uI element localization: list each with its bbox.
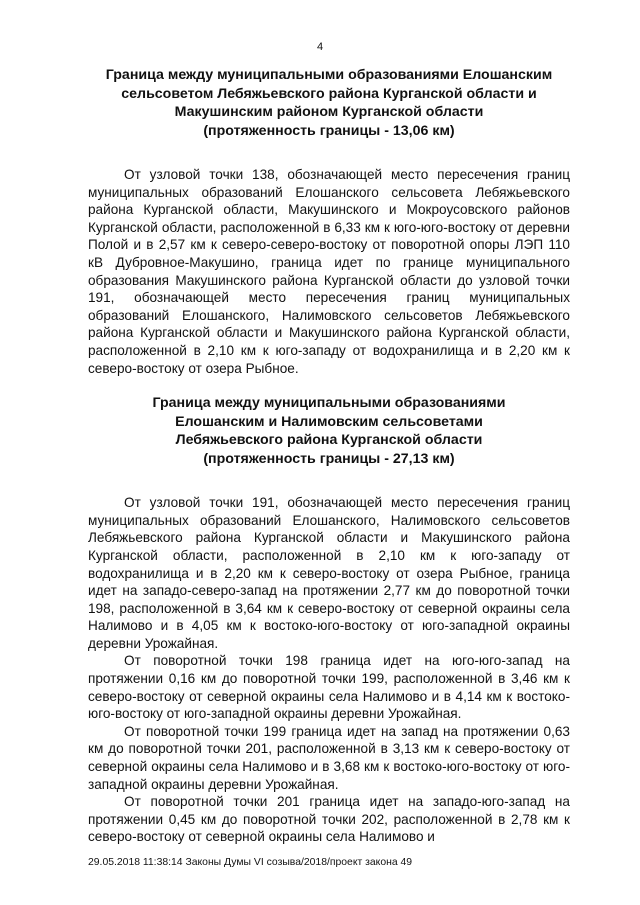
heading-line: (протяженность границы - 27,13 км) [203,450,455,467]
document-body [88,66,570,846]
heading-line: Лебяжьевского района Курганской области [175,432,483,449]
section-elosh-nalimovo [88,394,570,846]
heading-line: Граница между муниципальными образованиями [152,395,506,412]
heading-line: Граница между муниципальными образованиями Елошанским [105,67,553,83]
heading-line: (протяженность границы - 13,06 км) [203,122,455,139]
section-heading [88,394,570,468]
paragraph: От узловой точки 138, обозначающей место пересечения границ муниципальных образований Елошанского сельсовета Лебяжьевского района Курганской области, Макушинского и Мокроусовского районов Курганской области, расположенной в 6,33 км к юго-юго-востоку от деревни Полой и в 2,57 км к северо-северо-востоку от поворотной опоры ЛЭП 110 кВ Дубровное-Макушино, граница идет по границе муниципального образования Макушинского района Курганской области до узловой точки 191, обозначающей место пересечения границ муниципальных образований Елошанского, Налимовского сельсоветов Лебяжьевского района Курганской области и Макушинского района Курганской области, расположенной в 2,10 км к юго-западу от водохранилища и в 2,20 км к северо-востоку от озера Рыбное. [88,167,570,376]
paragraph: От поворотной точки 198 граница идет на юго-юго-запад на протяжении 0,16 км до поворотной точки 199, расположенной в 3,46 км к северо-востоку от северной окраины села Налимово и в 4,14 км к востоко-юго-востоку от юго-западной окраины деревни Урожайная. [88,653,570,722]
heading-line: сельсоветом Лебяжьевского района Курганской области и [121,85,537,102]
section-elosh-makushino [88,66,570,377]
page-number: 4 [316,41,324,53]
section-heading [88,66,570,140]
heading-line: Елошанским и Налимовским сельсоветами [175,413,483,430]
heading-line: Макушинским районом Курганской области [174,104,484,120]
footer-stamp: 29.05.2018 11:38:14 Законы Думы VI созыва/2018/проект закона 49 [88,857,413,868]
paragraph: От поворотной точки 199 граница идет на запад на протяжении 0,63 км до поворотной точки 201, расположенной в 3,13 км к северо-востоку от северной окраины села Налимово и в 3,68 км к востоко-юго-востоку от юго-западной окраины деревни Урожайная. [88,723,570,792]
paragraph: От поворотной точки 201 граница идет на западо-юго-запад на протяжении 0,45 км до поворотной точки 202, расположенной в 2,78 км к северо-востоку от северной окраины села Налимово и [88,794,570,845]
paragraph: От узловой точки 191, обозначающей место пересечения границ муниципальных образований Елошанского, Налимовского сельсоветов Лебяжьевского района Курганской области и Макушинского района Курганской области, расположенной в 2,10 км к юго-западу от водохранилища и в 2,20 км к северо-востоку от озера Рыбное, граница идет на западо-северо-запад на протяжении 2,77 км до поворотной точки 198, расположенной в 3,64 км к северо-востоку от северной окраины села Налимово и в 4,05 км к востоко-юго-востоку от юго-западной окраины деревни Урожайная. [88,495,570,651]
